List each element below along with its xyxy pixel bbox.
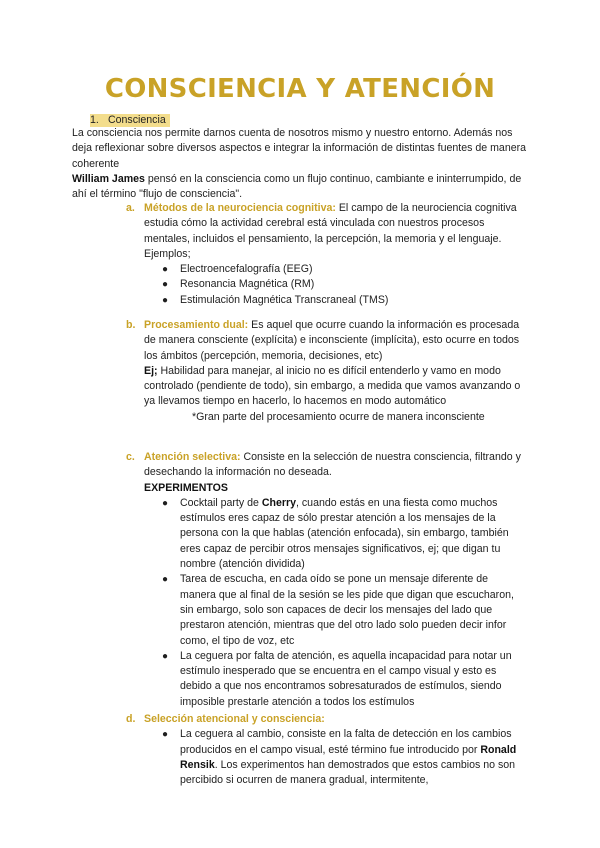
item-c-marker: c. [126, 451, 135, 463]
consciousness-definition: La consciencia nos permite darnos cuenta de nosotros mismo y nuestro entorno. Además nos deja reflexionar sobre diversos aspectos e integrar la información de distintas fuentes de manera coherente [72, 127, 527, 170]
list-item [144, 496, 524, 572]
item-b-text: Es aquel que ocurre cuando la información es procesada de manera consciente (explícita) e inconsciente (implícita), esto ocurre en todos los ámbitos (percepción, memoria, decisiones, etc) [144, 319, 520, 362]
cherry-name: Cherry [261, 496, 296, 509]
bullet-icon: ● [162, 650, 169, 662]
item-b-marker: b. [126, 319, 136, 331]
bullet-icon: ● [162, 729, 169, 741]
item-b-example [144, 364, 524, 410]
change-blindness-text-post: . Los experimentos han demostrados que estos cambios no son percibido si ocurren de manera gradual, intermitente, [180, 758, 516, 787]
item-a-paragraph [144, 201, 524, 262]
section-1-label: Consciencia [108, 114, 166, 126]
item-a-marker: a. [126, 202, 135, 214]
bullet-icon: ● [162, 294, 169, 306]
list-item-text: Electroencefalografía (EEG) [180, 263, 313, 276]
item-b-paragraph [144, 318, 524, 364]
list-item [144, 262, 524, 277]
item-a-text: El campo de la neurociencia cognitiva estudia cómo la actividad cerebral está vinculada con nuestros procesos mentales, incluidos el pensamiento, la percepción, la memoria y el lenguaje. Ejemplos; [144, 202, 517, 260]
cocktail-text-pre: Cocktail party de [180, 496, 262, 509]
list-item [144, 572, 524, 648]
item-b-example-label: Ej; [144, 364, 158, 377]
list-item-text: Tarea de escucha, en cada oído se pone un mensaje diferente de manera que al final de la sesión se les pide que digan que escucharon, sin embargo, solo son capaces de decir los mensajes del lado que prestaron atención, mientras que del otro lado solo pueden decir infor como, el tipo de voz, etc [180, 573, 514, 647]
bullet-icon: ● [162, 574, 169, 586]
william-james-paragraph [72, 172, 532, 203]
william-james-name: William James [72, 172, 145, 185]
item-a [126, 201, 524, 308]
change-blindness-text-pre: La ceguera al cambio, consiste en la falta de detección en los cambios producidos en el campo visual, esté término fue introducido por [180, 728, 512, 756]
item-b-example-text: Habilidad para manejar, al inicio no es difícil entenderlo y vamo en modo controlado (pendiente de todo), sin embargo, a medida que vamos avanzando o ya llevamos tiempo en hacerlo, lo hacemos en modo automático [144, 364, 521, 408]
section-1-number: 1. [90, 114, 99, 126]
item-d-heading: Selección atencional y consciencia: [144, 713, 325, 725]
list-item [144, 727, 524, 788]
item-d-marker: d. [126, 713, 136, 725]
william-james-text: pensó en la consciencia como un flujo continuo, cambiante e ininterrumpido, de ahí el término "flujo de consciencia". [72, 172, 522, 201]
bullet-icon: ● [162, 279, 169, 291]
experiments-label-text: EXPERIMENTOS [144, 481, 228, 494]
item-c-heading: Atención selectiva: [144, 451, 241, 463]
section-1-intro [72, 126, 532, 202]
ronald-rensik-name: Ronald Rensik [180, 743, 517, 771]
item-c-text: Consiste en la selección de nuestra consciencia, filtrando y desechando la información no deseada. [144, 451, 521, 479]
bullet-icon: ● [162, 497, 169, 509]
list-item-text: La ceguera por falta de atención, es aquella incapacidad para notar un estímulo inesperado que se encuentra en el campo visual y esto es debido a que nos encontramos sobresaturados de estímulos, siendo imposible prestarle atención a todos los estímulos [180, 649, 512, 708]
item-c-paragraph [144, 450, 524, 481]
item-d-bullets [144, 727, 524, 788]
document-title: CONSCIENCIA Y ATENCIÓN [104, 74, 496, 104]
item-b-note: *Gran parte del procesamiento ocurre de manera inconsciente [192, 410, 485, 423]
item-a-heading: Métodos de la neurociencia cognitiva: [144, 202, 336, 214]
item-b-heading: Procesamiento dual: [144, 319, 249, 331]
item-a-bullets [144, 262, 524, 308]
item-b [126, 318, 524, 425]
list-item [144, 649, 524, 710]
cocktail-text-post: , cuando estás en una fiesta como muchos estímulos eres capaz de sólo prestar atención a los mensajes de la persona con la que hablas (atención enfocada), sin embargo, también eres capaz de percibir otros mensajes significativos, ej; que digan tu nombre (atención dividida) [180, 496, 509, 571]
item-c [126, 450, 524, 710]
list-item-text: Resonancia Magnética (RM) [180, 278, 315, 291]
list-item-text: Estimulación Magnética Transcraneal (TMS) [180, 293, 389, 306]
list-item [144, 277, 524, 292]
list-item [144, 293, 524, 308]
item-d [126, 712, 524, 788]
item-c-bullets [144, 496, 524, 710]
experiments-label [144, 481, 524, 496]
bullet-icon: ● [162, 264, 169, 276]
item-d-paragraph [144, 712, 524, 727]
